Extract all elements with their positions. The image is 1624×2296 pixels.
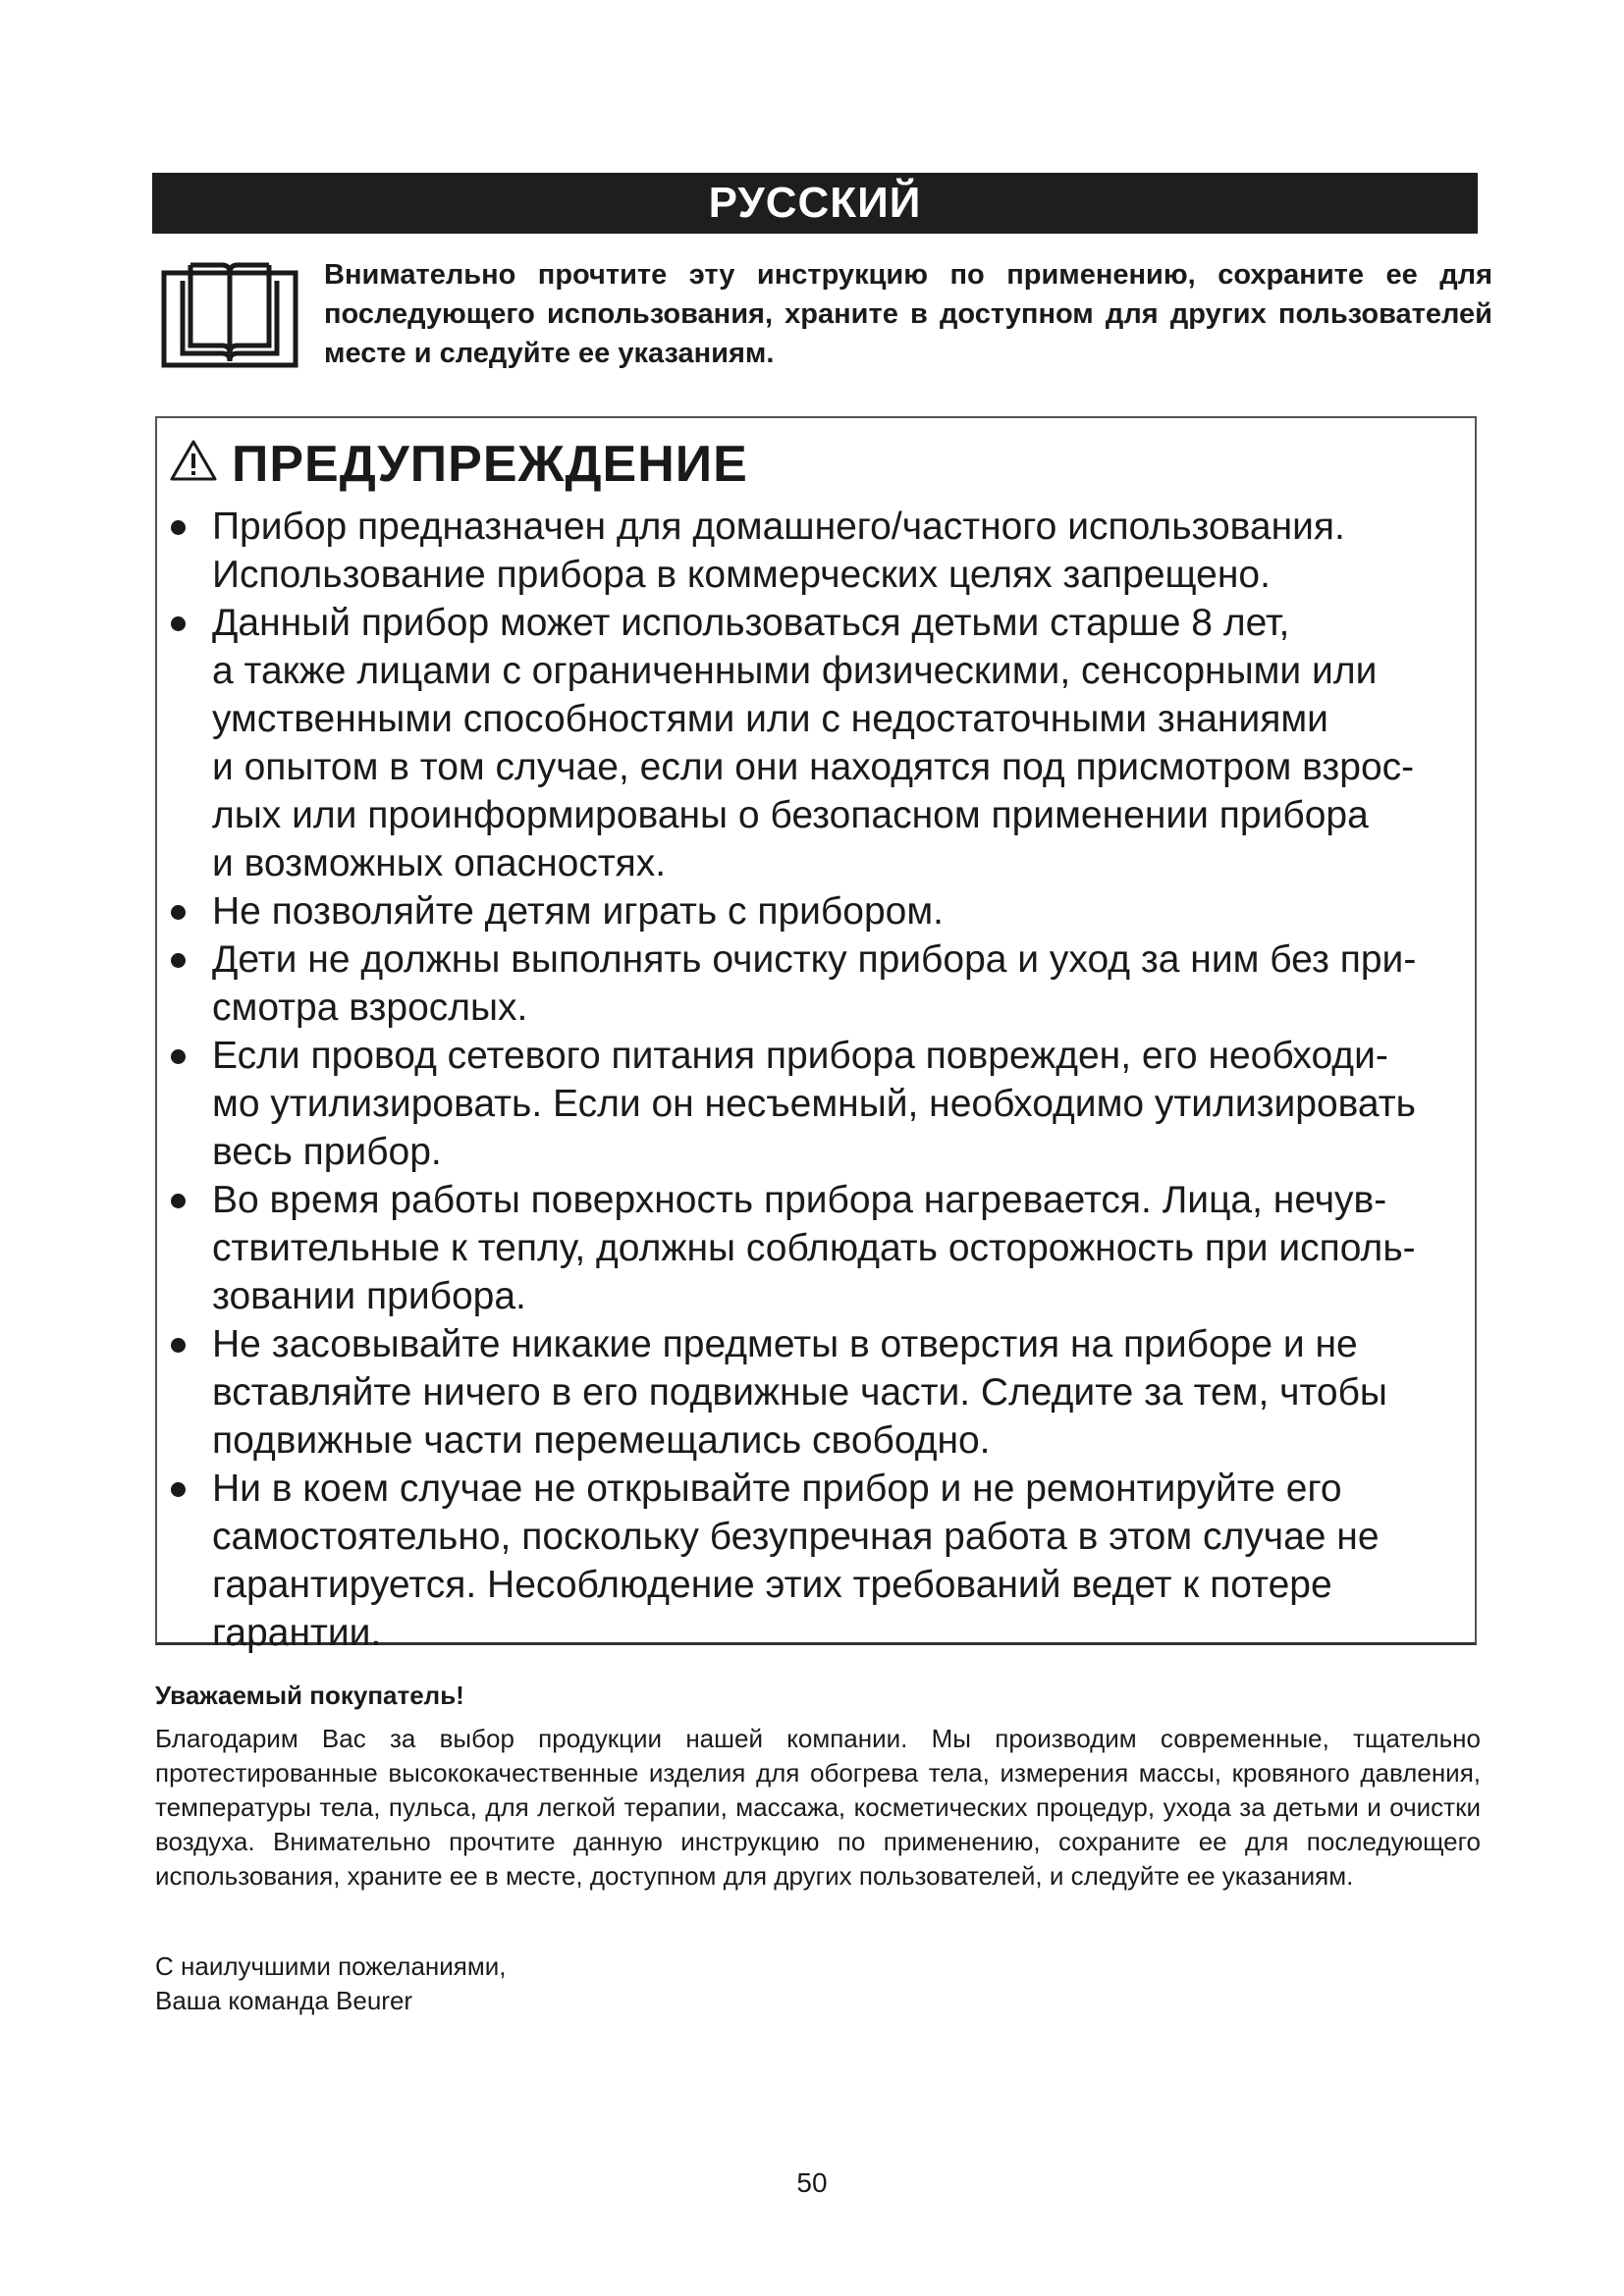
intro-instructions: Внимательно прочтите эту инструкцию по применению, сохраните ее для последующего использования, храните в доступном для других пользователей месте и следуйте ее указаниям. bbox=[324, 259, 1492, 369]
warning-item bbox=[169, 887, 1485, 935]
bullet-icon bbox=[171, 520, 186, 535]
page-number: 50 bbox=[796, 2167, 828, 2198]
bullet-icon bbox=[171, 1049, 186, 1064]
greeting-body: Благодарим Вас за выбор продукции нашей компании. Мы производим современные, тщательно протестированные высококачественные изделия для обогрева тела, измерения массы, кровяного давления, температуры тела, пульса, для легкой терапии, массажа, косметических процедур, ухода за детьми и очистки воздуха. Внимательно прочтите данную инструкцию по применению, сохраните ее для последующего использования, храните ее в месте, доступном для других пользователей, и следуйте ее указаниям. bbox=[155, 1724, 1481, 1891]
closing-line: С наилучшими пожеланиями, bbox=[155, 1951, 507, 1981]
warning-item bbox=[169, 1465, 1485, 1657]
warning-item-text: Прибор предназначен для домашнего/частного использования. Использование прибора в коммерческих целях запрещено. bbox=[212, 506, 1345, 596]
sign-off bbox=[155, 1949, 507, 2018]
warning-item-text: Если провод сетевого питания прибора поврежден, его необходи- мо утилизировать. Если он несъемный, необходимо утилизировать весь прибор. bbox=[212, 1035, 1416, 1173]
greeting-heading: Уважаемый покупатель! bbox=[155, 1681, 464, 1710]
bullet-icon bbox=[171, 953, 186, 968]
warning-item-text: Во время работы поверхность прибора нагревается. Лица, нечув- ствительные к теплу, должны соблюдать осторожность при исполь- зовании прибора. bbox=[212, 1179, 1416, 1317]
warning-item-text: Дети не должны выполнять очистку прибора и уход за ним без при- смотра взрослых. bbox=[212, 938, 1417, 1029]
warning-item bbox=[169, 935, 1485, 1032]
language-banner: РУССКИЙ bbox=[152, 173, 1478, 234]
warning-item bbox=[169, 1176, 1485, 1320]
bullet-icon bbox=[171, 1338, 186, 1353]
bullet-icon bbox=[171, 1482, 186, 1497]
warning-item bbox=[169, 599, 1485, 887]
warning-item-text: Данный прибор может использоваться детьми старше 8 лет, а также лицами с ограниченными физическими, сенсорными или умственными способностями или с недостаточными знаниями и опытом в том случае, если они находятся под присмотром взрос- лых или проинформированы о безопасном применении прибора и возможных опасностях. bbox=[212, 602, 1415, 884]
bullet-icon bbox=[171, 1194, 186, 1208]
bullet-icon bbox=[171, 616, 186, 631]
warning-item bbox=[169, 503, 1485, 599]
warning-triangle-icon bbox=[169, 439, 218, 482]
warning-item-text: Не позволяйте детям играть с прибором. bbox=[212, 890, 944, 933]
warning-title-text: ПРЕДУПРЕЖДЕНИЕ bbox=[232, 436, 748, 493]
warning-list bbox=[169, 503, 1485, 1657]
warning-item-text: Не засовывайте никакие предметы в отверстия на приборе и не вставляйте ничего в его подвижные части. Следите за тем, чтобы подвижные части перемещались свободно. bbox=[212, 1323, 1387, 1462]
warning-item bbox=[169, 1320, 1485, 1465]
warning-item bbox=[169, 1032, 1485, 1176]
open-book-icon bbox=[161, 259, 298, 369]
warning-item-text: Ни в коем случае не открывайте прибор и не ремонтируйте его самостоятельно, поскольку безупречная работа в этом случае не гарантируется. Несоблюдение этих требований ведет к потере гарантии. bbox=[212, 1468, 1380, 1654]
bullet-icon bbox=[171, 905, 186, 920]
signature-line: Ваша команда Beurer bbox=[155, 1986, 413, 2015]
warning-title bbox=[169, 430, 748, 499]
